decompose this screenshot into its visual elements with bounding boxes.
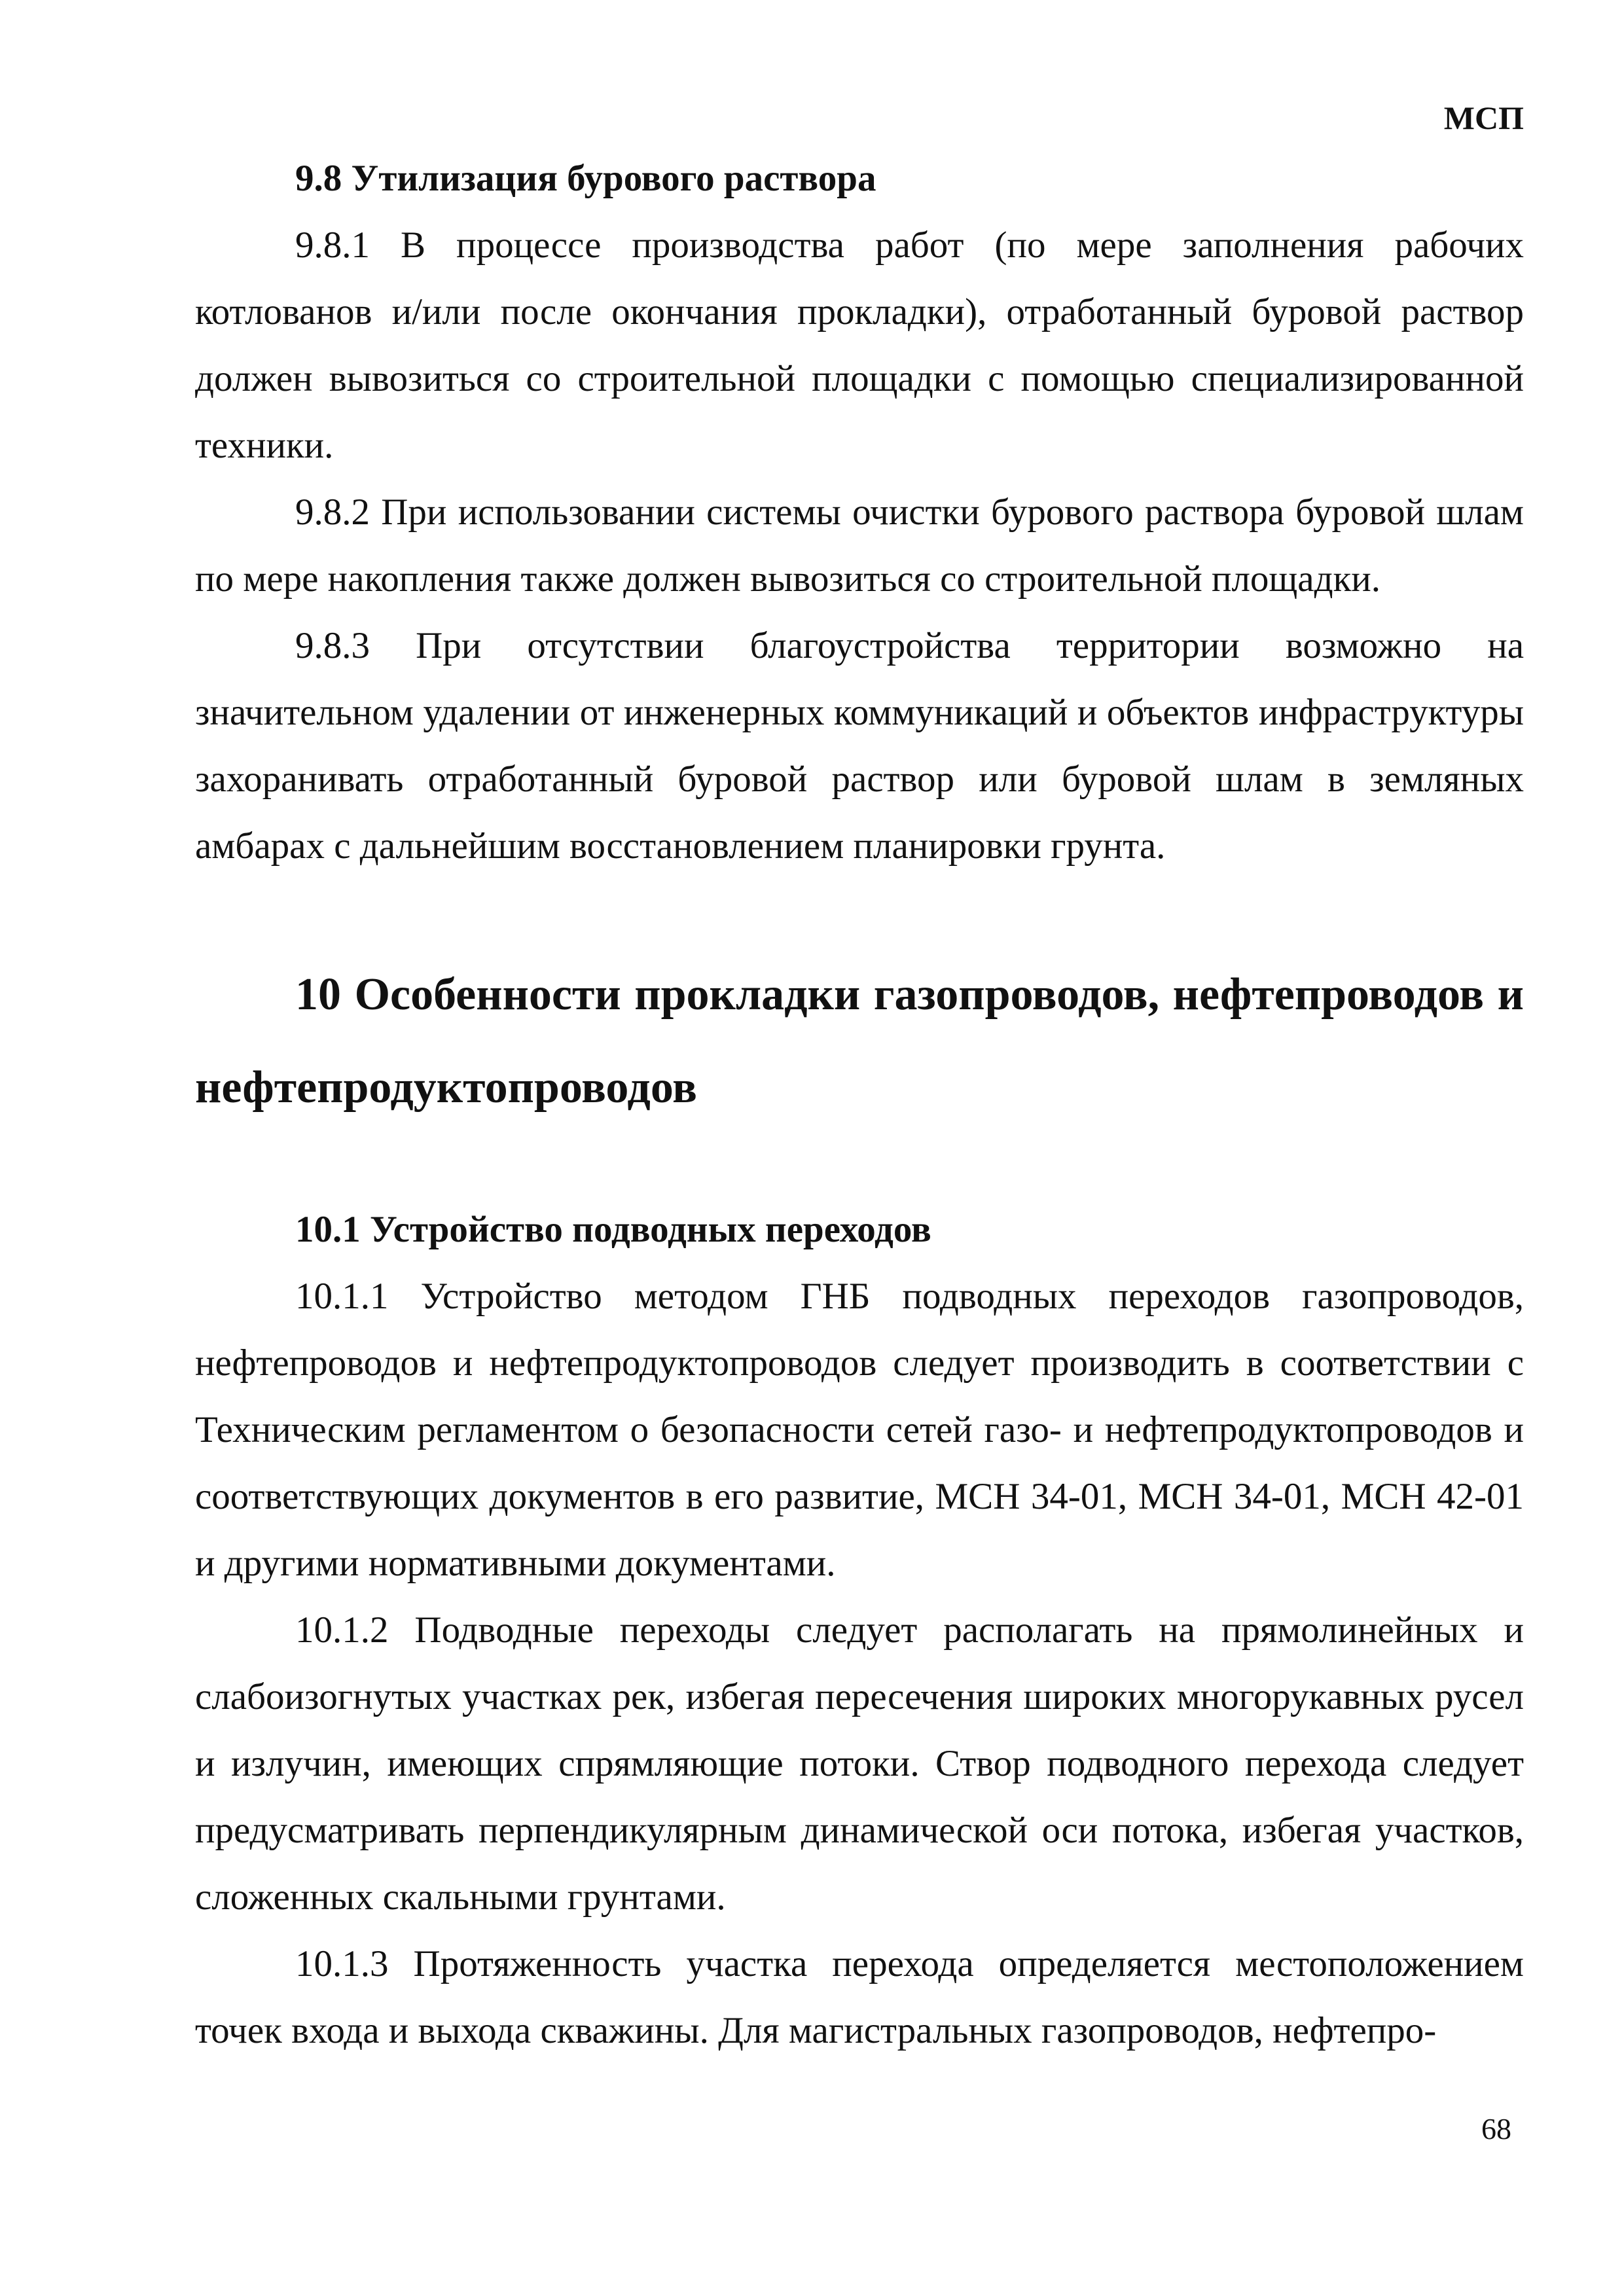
paragraph-9-8-3: 9.8.3 При отсутствии благоустройства территории возможно на значительном удалении от инженерных коммуникаций и объектов инфраструктуры захоранивать отработанный буровой раствор или буровой шлам в земляных амбарах с дальнейшим восстановлением планировки грунта.: [195, 625, 1524, 867]
section-heading-10-1: 10.1 Устройство подводных переходов: [295, 1209, 931, 1250]
document-body: [195, 145, 1524, 2064]
document-code-header: МСП: [1443, 99, 1524, 136]
chapter-heading-10: 10 Особенности прокладки газопроводов, нефтепроводов и нефтепродуктопроводов: [195, 969, 1524, 1113]
page-number: 68: [1481, 2112, 1511, 2145]
paragraph-9-8-2: 9.8.2 При использовании системы очистки бурового раствора буровой шлам по мере накопления также должен вывозиться со строительной площадки.: [195, 492, 1524, 600]
paragraph-9-8-1: 9.8.1 В процессе производства работ (по мере заполнения рабочих котлованов и/или после окончания прокладки), отработанный буровой раствор должен вывозиться со строительной площадки с помощью специализированной техники.: [195, 224, 1524, 466]
paragraph-10-1-1: 10.1.1 Устройство методом ГНБ подводных переходов газопроводов, нефтепроводов и нефтепродуктопроводов следует производить в соответствии с Техническим регламентом о безопасности сетей газо- и нефтепродуктопроводов и соответствующих документов в его развитие, МСН 34-01, МСН 34-01, МСН 42-01 и другими нормативными документами.: [195, 1276, 1524, 1584]
section-heading-9-8: 9.8 Утилизация бурового раствора: [295, 158, 876, 199]
paragraph-10-1-2: 10.1.2 Подводные переходы следует располагать на прямолинейных и слабоизогнутых участках рек, избегая пересечения широких многорукавных русел и излучин, имеющих спрямляющие потоки. Створ подводного перехода следует предусматривать перпендикулярным динамической оси потока, избегая участков, сложенных скальными грунтами.: [195, 1609, 1524, 1918]
paragraph-10-1-3: 10.1.3 Протяженность участка перехода определяется местоположением точек входа и выхода скважины. Для магистральных газопроводов, нефтепро-: [195, 1943, 1524, 2051]
